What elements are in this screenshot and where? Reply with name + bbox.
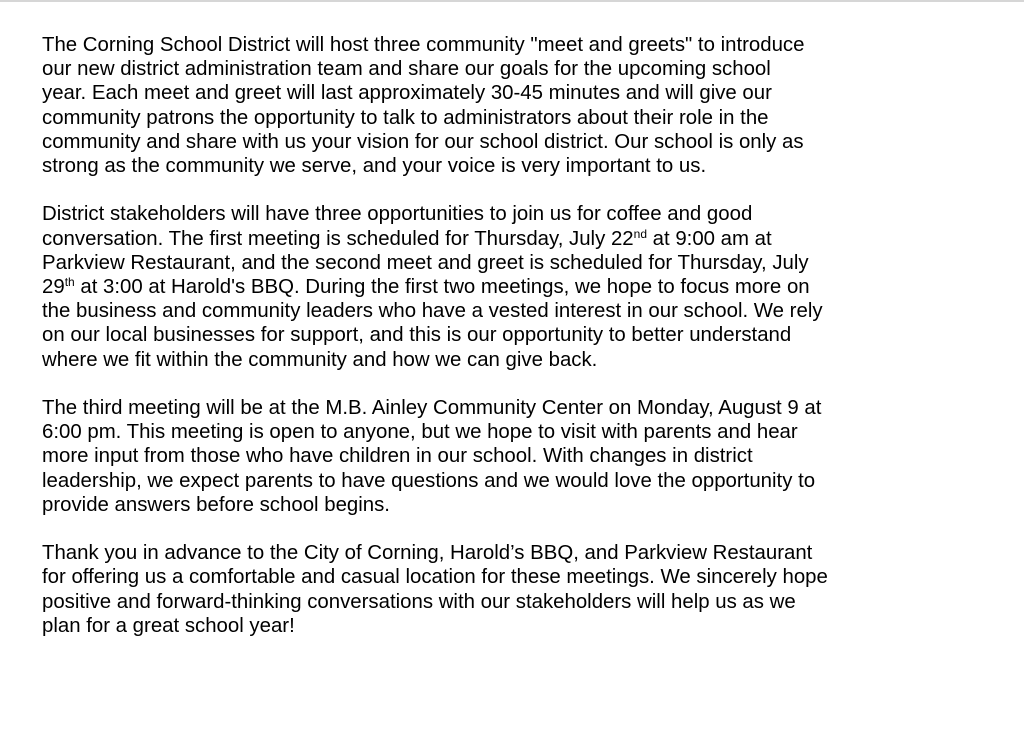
document-body	[42, 33, 1002, 638]
text-line: the business and community leaders who have a vested interest in our school. We rely	[42, 300, 823, 323]
text-line: community patrons the opportunity to talk to administrators about their role in the	[42, 106, 769, 129]
ordinal-suffix: nd	[633, 226, 647, 241]
text-line: for offering us a comfortable and casual location for these meetings. We sincerely hope	[42, 566, 828, 589]
text-line: plan for a great school year!	[42, 614, 295, 637]
paragraph-intro	[42, 33, 1002, 178]
text-line: District stakeholders will have three opportunities to join us for coffee and good	[42, 203, 753, 226]
text-segment: at 3:00 at Harold's BBQ. During the first two meetings, we hope to focus more on	[74, 276, 810, 299]
text-line: Parkview Restaurant, and the second meet and greet is scheduled for Thursday, July	[42, 251, 809, 274]
text-line: community and share with us your vision for our school district. Our school is only as	[42, 130, 804, 153]
text-line: provide answers before school begins.	[42, 493, 390, 516]
paragraph-third-meeting	[42, 396, 1002, 517]
text-line: year. Each meet and greet will last approximately 30-45 minutes and will give our	[42, 82, 772, 105]
paragraph-thanks	[42, 541, 1002, 638]
text-segment: 29	[42, 276, 65, 299]
text-line: leadership, we expect parents to have questions and we would love the opportunity to	[42, 469, 816, 492]
text-line: our new district administration team and share our goals for the upcoming school	[42, 58, 771, 81]
paragraph-gap	[42, 178, 1002, 202]
text-line: 6:00 pm. This meeting is open to anyone, but we hope to visit with parents and hear	[42, 421, 798, 444]
paragraph-meetings	[42, 202, 1002, 371]
text-line: more input from those who have children in our school. With changes in district	[42, 445, 753, 468]
text-line: strong as the community we serve, and your voice is very important to us.	[42, 155, 707, 178]
paragraph-gap	[42, 372, 1002, 396]
ordinal-suffix: th	[64, 275, 75, 290]
text-line: Thank you in advance to the City of Corning, Harold’s BBQ, and Parkview Restaurant	[42, 542, 813, 565]
text-line: on our local businesses for support, and this is our opportunity to better understand	[42, 324, 792, 347]
text-line	[42, 227, 1002, 251]
text-line: positive and forward-thinking conversations with our stakeholders will help us as we	[42, 590, 796, 613]
text-segment: at 9:00 am at	[647, 227, 772, 250]
paragraph-gap	[42, 517, 1002, 541]
text-line: where we fit within the community and how we can give back.	[42, 348, 598, 371]
text-line: The Corning School District will host three community "meet and greets" to introduce	[42, 34, 805, 56]
text-line: The third meeting will be at the M.B. Ainley Community Center on Monday, August 9 at	[42, 397, 822, 420]
text-line	[42, 275, 1002, 299]
text-segment: conversation. The first meeting is scheduled for Thursday, July 22	[42, 227, 634, 250]
